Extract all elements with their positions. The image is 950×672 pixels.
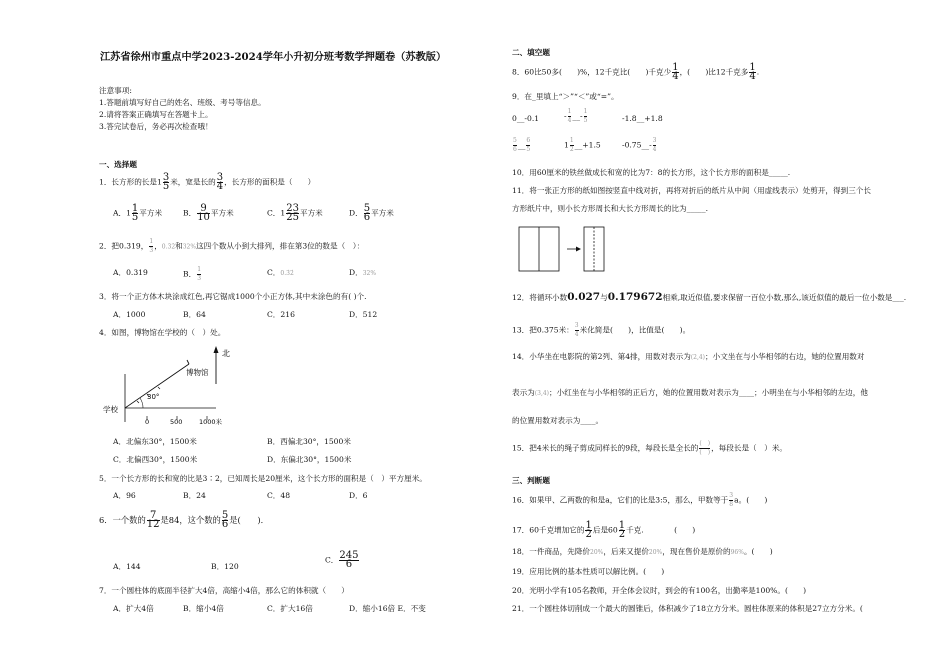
- question-4-option-d[interactable]: D．东偏北30°，1500米: [267, 455, 352, 464]
- question-16: 16．如果甲、乙两数的和是a，它们的比是3:5，那么，甲数等于 $\frac{3}{8}$ a。( ): [512, 492, 768, 508]
- question-1-option-d[interactable]: D． $\frac{5}{6}$ 平方米: [349, 203, 394, 223]
- question-3-option-a[interactable]: A．1000: [113, 310, 146, 319]
- angle-label: 30°: [147, 393, 160, 401]
- school-label: 学校: [103, 405, 118, 414]
- question-2-option-b[interactable]: B． $\frac{1}{3}$: [183, 266, 202, 282]
- question-9-item[interactable]: 0__-0.1: [512, 114, 540, 123]
- north-label: 北: [222, 349, 230, 358]
- notes-heading: 注意事项:: [99, 86, 132, 95]
- question-12: 12．将循环小数0.027与0.179672相乘,取近似值,要求保留一百位小数,那么,该近似值的最后一位小数是___.: [512, 291, 907, 303]
- arrow-icon: [576, 247, 581, 252]
- page-title: 江苏省徐州市重点中学2023-2024学年小升初分班考数学押题卷（苏教版）: [100, 51, 447, 63]
- question-6-option-c[interactable]: C． $\frac{245}{6}$: [325, 550, 359, 570]
- question-21: 21．一个圆柱体切削成一个最大的圆锥后，体积减少了18立方分米。圆柱体原来的体积是27立方分米。(: [512, 604, 863, 613]
- question-5-option-d[interactable]: D．6: [349, 491, 368, 500]
- question-1-option-b[interactable]: B． $\frac{9}{10}$ 平方米: [183, 203, 234, 223]
- section-choice: 一、选择题: [99, 160, 137, 169]
- question-9-item[interactable]: - $\frac{1}{4}$ __- $\frac{1}{5}$: [564, 108, 588, 124]
- direction-line: [125, 364, 189, 408]
- question-14-line: 表示为(3,4)；小红坐在与小华相邻的正后方，她的位置用数对表示为____；小明坐在与小华相邻的左边，他: [512, 388, 868, 397]
- question-9-item[interactable]: -1.8__+1.8: [622, 114, 663, 123]
- question-2-option-c[interactable]: C．0.3̇2̇: [267, 268, 294, 277]
- section-judge: 三、判断题: [512, 476, 550, 485]
- question-1-option-c[interactable]: C．1 $\frac{23}{25}$ 平方米: [267, 203, 323, 223]
- note-item: 1.答题前填写好自己的姓名、班级、考号等信息。: [99, 98, 266, 107]
- question-9-item[interactable]: $\frac{5}{6}$ __ $\frac{6}{5}$: [513, 137, 531, 153]
- question-13: 13．把0.375米： $\frac{3}{4}$ 米化简是( )，比值是( )。: [512, 322, 691, 338]
- question-1-stem: 1．长方形的长是1 $\frac{3}{5}$ 米，宽是长的 $\frac{3}{4}$ ，长方形的面积是（ ）: [99, 172, 316, 192]
- question-4-stem: 4．如图，博物馆在学校的（ ）处。: [99, 328, 226, 337]
- note-item: 3.答完试卷后，务必再次检查哦！: [99, 122, 213, 131]
- note-item: 2.请将答案正确填写在答题卡上。: [99, 110, 213, 119]
- question-5-stem: 5．一个长方形的长和宽的比是3∶2，已知周长是20厘米，这个长方形的面积是（ ）平方厘米。: [99, 474, 427, 483]
- question-5-option-c[interactable]: C．48: [267, 491, 291, 500]
- question-6-option-a[interactable]: A．144: [113, 562, 141, 571]
- question-14-line: 的位置用数对表示为____。: [512, 416, 604, 425]
- paper-fold-diagram: [518, 226, 608, 274]
- question-4-option-a[interactable]: A．北偏东30°，1500米: [113, 437, 197, 446]
- question-18: 18．一件商品，先降价20%，后来又提价20%，现在售价是原价的96%。( ): [512, 547, 773, 556]
- question-7-option-b[interactable]: B．缩小4倍: [183, 604, 224, 613]
- question-7-option-c[interactable]: C．扩大16倍: [267, 604, 313, 613]
- question-7-stem: 7．一个圆柱体的底面半径扩大4倍，高缩小4倍，那么它的体积就（ ）: [99, 586, 349, 595]
- question-17: 17．60千克增加它的 $\frac{1}{2}$ 后是60 $\frac{1}{2}$ 千克. ( ): [512, 520, 696, 540]
- question-10: 10．用60厘米的铁丝做成长和宽的比为7：8的长方形，这个长方形的面积是_____.: [512, 168, 791, 177]
- question-9-item[interactable]: -0.75__- $\frac{3}{4}$: [622, 137, 657, 153]
- question-11-line: 11．将一张正方形的纸如图按竖直中线对折，再将对折后的纸片从中间（用虚线表示）处剪开，得到三个长: [512, 186, 871, 195]
- question-15: 15．把4米长的绳子剪成同样长的9段，每段长是全长的 $\frac{( )}{( )}$ ，每段长是（ ）米。: [512, 440, 788, 456]
- question-3-option-d[interactable]: D．512: [349, 310, 378, 319]
- question-9-item[interactable]: 1 $\frac{1}{2}$ __+1.5: [564, 137, 601, 153]
- question-6-stem: 6．一个数的 $\frac{7}{12}$ 是84，这个数的 $\frac{5}{6}$ 是( )．: [99, 510, 269, 530]
- question-9-stem: 9．在_里填上“＞”“＜”或“=”。: [512, 92, 619, 101]
- question-19: 19．应用比例的基本性质可以解比例。( ): [512, 567, 665, 576]
- question-5-option-a[interactable]: A．96: [113, 491, 136, 500]
- direction-diagram: [103, 342, 253, 427]
- question-4-option-c[interactable]: C．北偏西30°，1500米: [113, 455, 198, 464]
- question-7-option-a[interactable]: A．扩大4倍: [113, 604, 154, 613]
- question-5-option-b[interactable]: B．24: [183, 491, 206, 500]
- question-11-line: 方形纸片中，则小长方形周长和大长方形周长的比为_____.: [512, 204, 709, 213]
- question-2-option-a[interactable]: A．0.319: [113, 268, 148, 277]
- question-6-option-b[interactable]: B．120: [211, 562, 239, 571]
- section-fill: 二、填空题: [512, 48, 550, 57]
- question-8: 8．60比50多( )%，12千克比( )千克少 $\frac{1}{4}$ ，( )比12千克多 $\frac{1}{4}$ .: [512, 62, 760, 82]
- question-2-option-d[interactable]: D．32%: [349, 268, 377, 277]
- museum-label: 博物馆: [186, 368, 209, 377]
- north-arrow-icon: [214, 346, 219, 353]
- scale-tick: 1000米: [199, 418, 223, 426]
- question-4-option-b[interactable]: B．西偏北30°，1500米: [267, 437, 351, 446]
- question-1-option-a[interactable]: A．1 $\frac{1}{5}$ 平方米: [113, 203, 163, 223]
- question-2-stem: 2．把0.319， $\frac{1}{3}$ ，0.3̇2̇和32%这四个数从小到大排列，排在第3位的数是（ ）：: [99, 238, 365, 254]
- question-3-option-c[interactable]: C．216: [267, 310, 295, 319]
- question-3-stem: 3．将一个正方体木块涂成红色,再它锯成1000个小正方体,其中未涂色的有( )个.: [99, 292, 367, 301]
- question-14-line: 14．小华坐在电影院的第2列、第4排，用数对表示为(2,4)；小文坐在与小华相邻的右边，她的位置用数对: [512, 352, 865, 361]
- scale-tick: 500: [170, 418, 183, 426]
- question-20: 20．光明小学有105名教师，开全体会议时，到会的有100名，出勤率是100%。( ): [512, 586, 807, 595]
- scale-tick: 0: [145, 418, 150, 426]
- question-3-option-b[interactable]: B．64: [183, 310, 206, 319]
- question-7-option-d[interactable]: D．缩小16倍 E．不变: [349, 604, 426, 613]
